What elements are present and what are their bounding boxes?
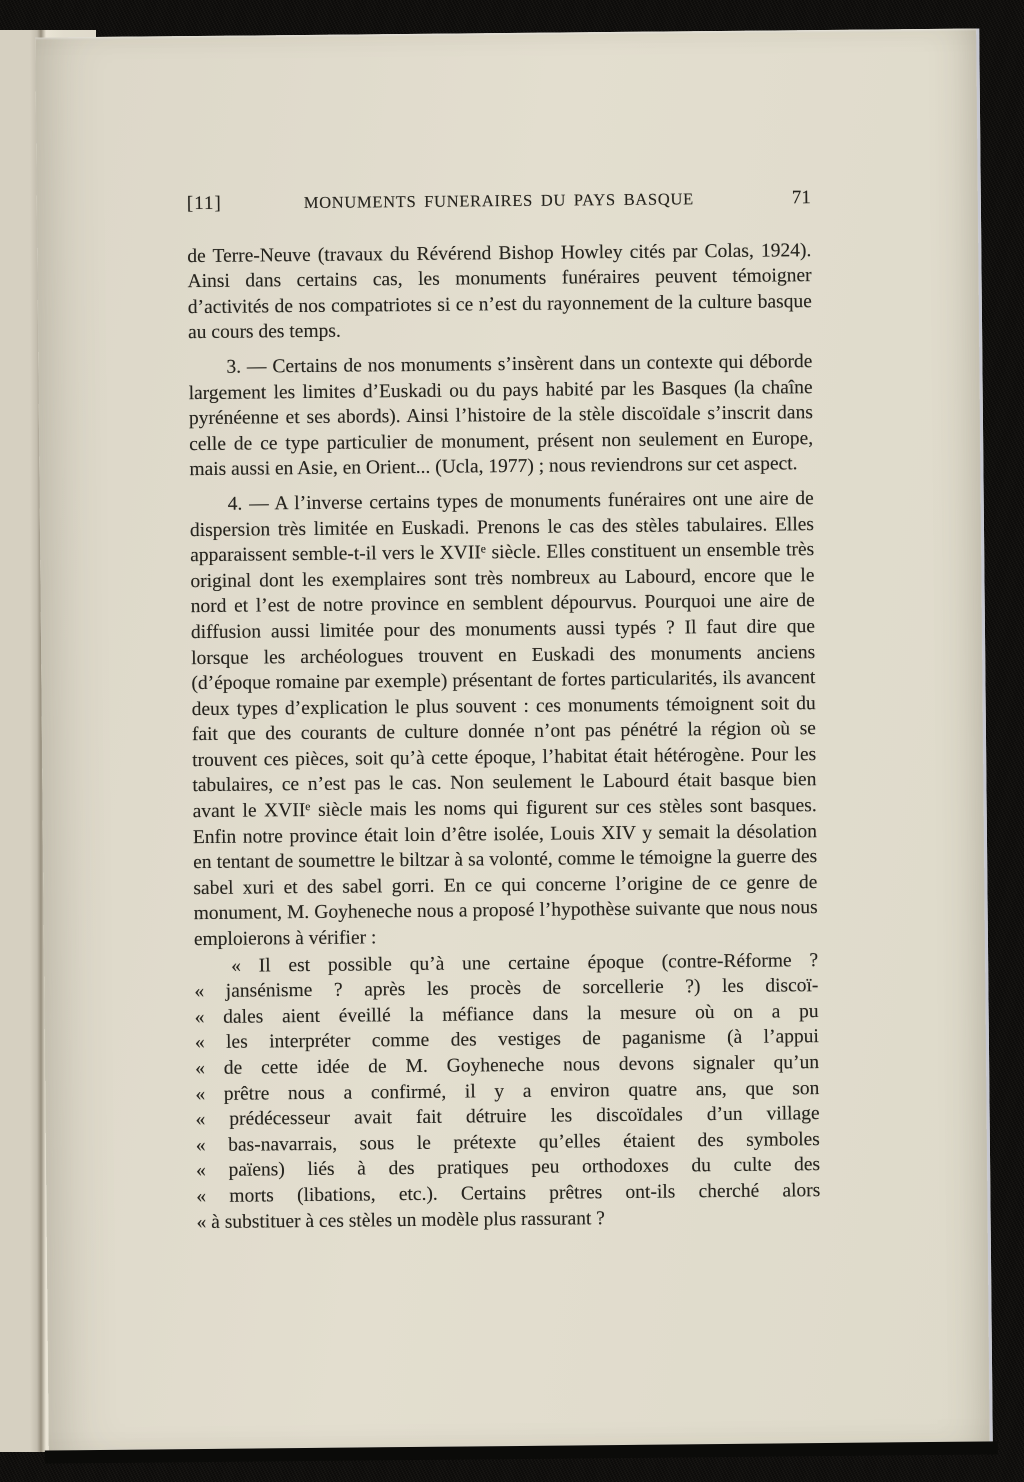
paragraph: 3. — Certains de nos monuments s’insèrent dans un contexte qui déborde largement les limites d’Euskadi ou du pays habité par les Basques (la chaîne pyrénéenne et ses abords). Ainsi l’histoire de la stèle discoïdale s’inscrit dans celle de ce type particulier de monument, présent non seulement en Europe, mais aussi en Asie, en Orient... (Ucla, 1977) ; nous reviendrons sur cet aspect. [188,351,814,481]
quote-line: « morts (libations, etc.). Certains prêtres ont-ils cherché alors [196,1180,821,1208]
paragraph: de Terre-Neuve (travaux du Révérend Bishop Howley cités par Colas, 1924). Ainsi dans certains cas, les monuments funéraires peuvent témoigner d’activités de nos compatriotes si ce n’est du rayonnement de la culture basque au cours des temps. [187,239,812,344]
page-number: 71 [791,187,811,209]
quote-line: « de cette idée de M. Goyheneche nous devons signaler qu’un [195,1052,820,1080]
quote-line: « à substituer à ces stèles un modèle plus rassurant ? [196,1207,606,1233]
bracket-number: [11] [186,192,222,215]
running-title: MONUMENTS FUNERAIRES DU PAYS BASQUE [303,189,694,212]
quote-line: « bas-navarrais, sous le prétexte qu’elles étaient des symboles [195,1128,820,1156]
quote-line: « païens) liés à des pratiques peu orthodoxes du culte des [196,1154,821,1182]
quote-line: « dales aient éveillé la méfiance dans la mesure où on a pu [194,1000,819,1028]
quote-line: « prédécesseur avait fait détruire les discoïdales d’un village [195,1103,820,1131]
paragraph: 4. — A l’inverse certains types de monuments funéraires ont une aire de dispersion très limitée en Euskadi. Prenons le cas des stèles tabulaires. Elles apparaissent semble-t-il vers le XVIIe siècle. Elles constituent un ensemble très original dont les exemplaires sont très nombreux au Labourd, encore que le nord et l’est de notre province en semblent dépourvus. Pourquoi une aire de diffusion aussi limitée pour des monuments aussi typés ? Il faut dire que lorsque les archéologues trouvent en Euskadi des monuments anciens (d’époque romaine par exemple) présentant de fortes particularités, ils avancent deux types d’explication le plus souvent : ces monuments témoignent soit du fait que des courants de culture donnée n’ont pas pénétré la région où se trouvent ces pièces, soit qu’à cette époque, l’habitat était hétérogène. Pour les tabulaires, ce n’est pas le cas. Non seulement le Labourd était basque bien avant le XVIIe siècle mais les noms qui figurent sur ces stèles sont basques. Enfin notre province était loin d’être isolée, Louis XIV y semait la désolation en tentant de soumettre le biltzar à sa volonté, comme le témoigne la guerre des sabel xuri et des sabel gorri. En ce qui concerne l’origine de ce genre de monument, M. Goyheneche nous a proposé l’hypothèse suivante que nous nous emploierons à vérifier : [189,488,818,951]
quote-line: « jansénisme ? après les procès de sorcellerie ?) les discoï- [194,975,819,1003]
book-page [35,29,993,1451]
quote-line: « prêtre nous a confirmé, il y a environ quatre ans, que son [195,1077,820,1105]
page-header [187,185,811,217]
page-content [187,185,821,1235]
quote-line: « Il est possible qu’à une certaine époque (contre-Réforme ? [231,949,819,977]
body-paragraphs [187,238,818,953]
quote-block [194,948,821,1236]
quote-line: « les interpréter comme des vestiges de paganisme (à l’appui [194,1026,819,1054]
